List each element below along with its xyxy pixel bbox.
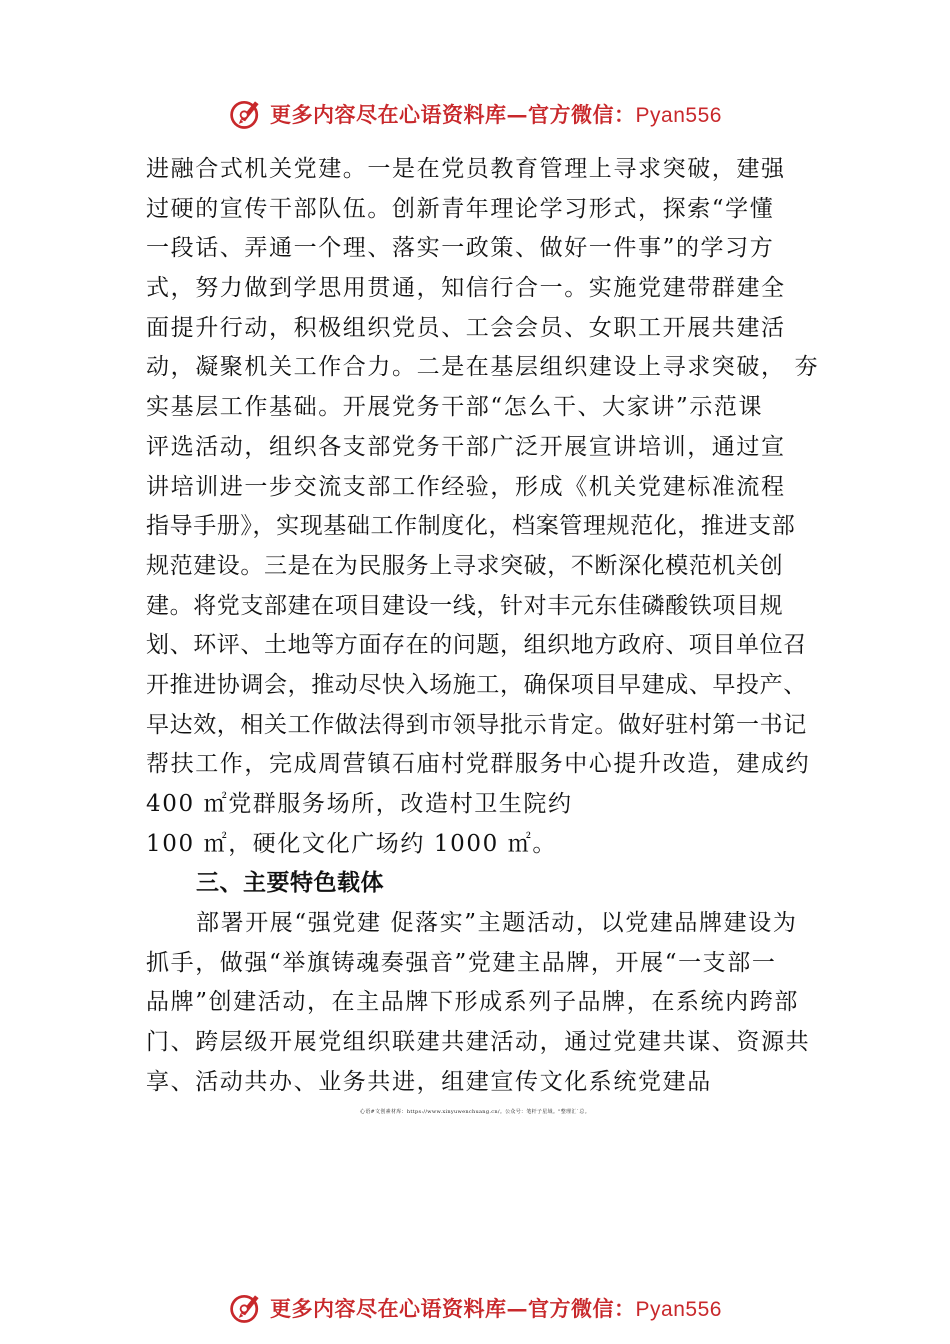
source-footnote: 心语#文创素材库：https://www.xinyuwenchuang.cn/。公众号：笔杆子星域。"整理汇`总。: [359, 1109, 591, 1115]
footer-banner: [0, 1286, 950, 1330]
body-line: 帮扶工作，完成周营镇石庙村党群服务中心提升改造，建成约: [146, 751, 811, 778]
pen-circle-logo-icon: [228, 1290, 264, 1326]
body-line: 规范建设。三是在为民服务上寻求突破，不断深化模范机关创: [146, 552, 784, 579]
body-line: 100 ㎡，硬化文化广场约 1000 ㎡。: [146, 830, 557, 857]
section-line: 部署开展“强党建 促落实”主题活动，以党建品牌建设为: [196, 910, 798, 937]
wechat-id: Pyan556: [635, 104, 722, 127]
body-line: 实基层工作基础。开展党务干部“怎么干、大家讲”示范课: [146, 394, 764, 421]
document-body: [146, 150, 826, 1103]
wechat-id: Pyan556: [635, 1298, 722, 1321]
banner-text: 更多内容尽在心语资料库—官方微信：Pyan556: [270, 102, 722, 127]
body-line: 一段话、弄通一个理、落实一政策、做好一件事”的学习方: [146, 235, 775, 262]
body-line: 面提升行动，积极组织党员、工会会员、女职工开展共建活: [146, 314, 786, 341]
body-line: 早达效，相关工作做法得到市领导批示肯定。做好驻村第一书记: [146, 711, 807, 738]
body-line: 400 ㎡党群服务场所，改造村卫生院约: [146, 791, 573, 817]
section-line: 享、活动共办、业务共进，组建宣传文化系统党建品: [146, 1068, 712, 1095]
body-line: 式，努力做到学思用贯通，知信行合一。实施党建带群建全: [146, 275, 786, 302]
body-line: 过硬的宣传干部队伍。创新青年理论学习形式，探索“学懂: [146, 195, 775, 222]
body-line: 进融合式机关党建。一是在党员教育管理上寻求突破，建强: [146, 156, 786, 182]
section-line: 品牌”创建活动，在主品牌下形成系列子品牌，在系统内跨部: [146, 989, 799, 1016]
body-line: 指导手册》，实现基础工作制度化，档案管理规范化，推进支部: [146, 513, 796, 540]
body-line: 讲培训进一步交流支部工作经验，形成《机关党建标准流程: [146, 473, 786, 500]
body-line: 划、环评、土地等方面存在的问题，组织地方政府、项目单位召: [146, 632, 807, 659]
body-line: 动，凝聚机关工作合力。二是在基层组织建设上寻求突破， 夯: [146, 354, 820, 381]
body-line: 开推进协调会，推动尽快入场施工，确保项目早建成、早投产、: [146, 671, 807, 698]
header-banner: [0, 92, 950, 136]
body-line: 评选活动，组织各支部党务干部广泛开展宣讲培训，通过宣: [146, 433, 786, 460]
banner-text: 更多内容尽在心语资料库—官方微信：Pyan556: [270, 1296, 722, 1321]
section-line: 门、跨层级开展党组织联建共建活动，通过党建共谋、资源共: [146, 1029, 811, 1056]
section-heading: 三、主要特色载体: [196, 870, 384, 897]
section-line: 抓手，做强“举旗铸魂奏强音”党建主品牌，开展“一支部一: [146, 949, 777, 976]
pen-circle-logo-icon: [228, 96, 264, 132]
body-line: 建。将党支部建在项目建设一线，针对丰元东佳磷酸铁项目规: [146, 592, 784, 619]
